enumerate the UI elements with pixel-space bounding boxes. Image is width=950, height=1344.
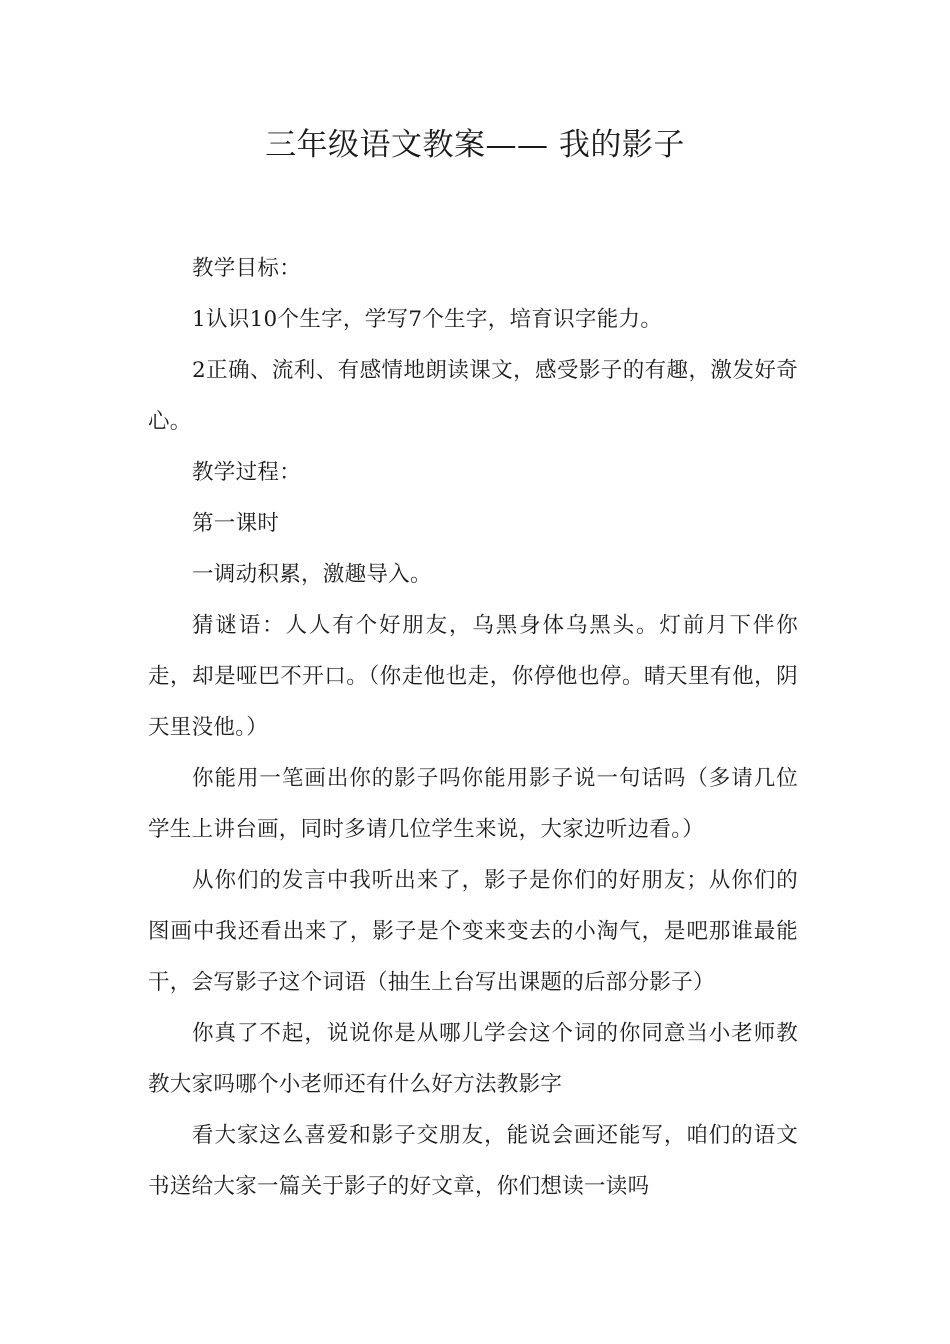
paragraph-riddle: 猜谜语：人人有个好朋友，乌黑身体乌黑头。灯前月下伴你走，却是哑巴不开口。（你走他也走，你停他也停。晴天里有他，阴天里没他。） [148,613,798,740]
paragraph-goals-heading: 教学目标： [192,256,302,281]
paragraph-introduce-text: 看大家这么喜爱和影子交朋友，能说会画还能写，咱们的语文书送给大家一篇关于影子的好文章，你们想读一读吗 [148,1123,798,1199]
paragraph-little-teacher: 你真了不起，说说你是从哪儿学会这个词的你同意当小老师教教大家吗哪个小老师还有什么好方法教影字 [148,1021,798,1097]
paragraph-discussion: 从你们的发言中我听出来了，影子是你们的好朋友；从你们的图画中我还看出来了，影子是个变来变去的小淘气，是吧那谁最能干，会写影子这个词语（抽生上台写出课题的后部分影子） [148,868,798,995]
paragraph-draw-shadow: 你能用一笔画出你的影子吗你能用影子说一句话吗（多请几位学生上讲台画，同时多请几位学生来说，大家边听边看。） [148,766,798,842]
paragraph-goal-2: 2正确、流利、有感情地朗读课文，感受影子的有趣，激发好奇心。 [148,358,798,434]
document-body [148,243,798,1212]
document-title: 三年级语文教案—— 我的影子 [265,127,685,163]
paragraph-goal-1: 1认识10个生字，学写7个生字，培育识字能力。 [192,307,663,332]
paragraph-process-heading: 教学过程： [192,460,302,485]
paragraph-step-1: 一调动积累，激趣导入。 [192,562,432,587]
paragraph-lesson-1: 第一课时 [192,511,280,536]
